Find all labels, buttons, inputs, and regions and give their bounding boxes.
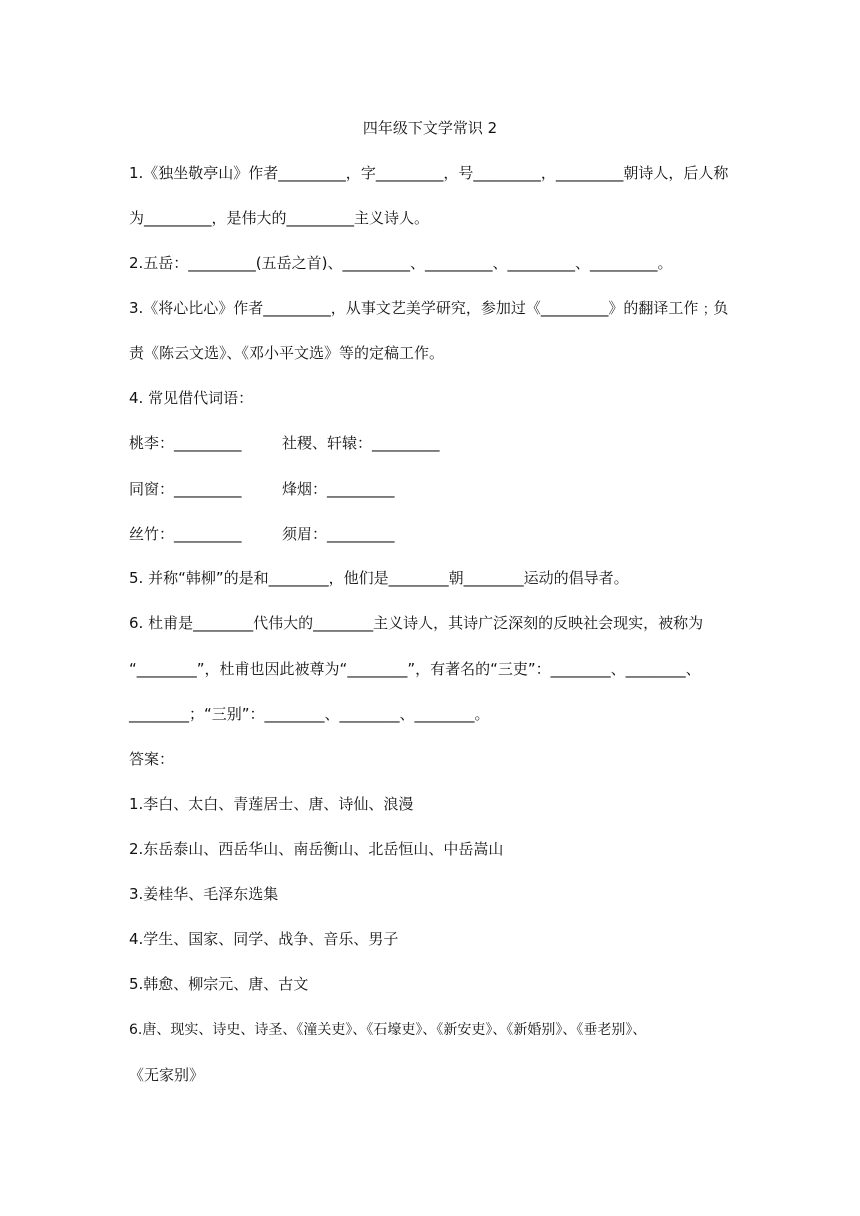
q4-pair-3-left: 丝竹：_________	[129, 525, 242, 543]
answers-heading: 答案：	[129, 750, 175, 768]
q4-pair-3-right: 须眉：_________	[282, 525, 395, 543]
q1-line-1: 1.《独坐敬亭山》作者_________，字_________，号_________，_________朝诗人，后人称	[129, 164, 729, 182]
q3-line-1: 3.《将心比心》作者_________，从事文艺美学研究，参加过《_________》的翻译工作﹔负	[129, 299, 729, 317]
q4-heading: 4. 常见借代词语：	[129, 389, 254, 407]
answer-2: 2.东岳泰山、西岳华山、南岳衡山、北岳恒山、中岳嵩山	[129, 840, 504, 858]
q6-line-3: ________；“三别”：________、________、________。	[129, 705, 490, 723]
q2-line: 2.五岳：_________(五岳之首)、_________、_________、_________、_________。	[129, 254, 673, 272]
q6-line-1: 6. 杜甫是________代伟大的________主义诗人，其诗广泛深刻的反映社会现实，被称为	[129, 614, 704, 632]
answer-4: 4.学生、国家、同学、战争、音乐、男子	[129, 930, 399, 948]
q4-pair-1-left: 桃李：_________	[129, 434, 242, 452]
q1-line-2: 为_________，是伟大的_________主义诗人。	[129, 209, 430, 227]
answer-5: 5.韩愈、柳宗元、唐、古文	[129, 975, 309, 993]
page-title: 四年级下文学常识 2	[362, 119, 498, 137]
answer-1: 1.李白、太白、青莲居士、唐、诗仙、浪漫	[129, 795, 414, 813]
q4-pair-1-right: 社稷、轩辕：_________	[282, 434, 440, 452]
q6-line-2: “________”，杜甫也因此被尊为“________”，有著名的“三吏”：________、________、	[129, 660, 701, 678]
q3-line-2: 责《陈云文选》、《邓小平文选》等的定稿工作。	[129, 344, 445, 362]
answer-3: 3.姜桂华、毛泽东选集	[129, 885, 279, 903]
answer-6-line-2: 《无家别》	[129, 1066, 205, 1084]
q4-pair-2-left: 同窗：_________	[129, 480, 242, 498]
answer-6-line-1: 6.唐、现实、诗史、诗圣、《潼关吏》、《石壕吏》、《新安吏》、《新婚别》、《垂老别》、	[129, 1022, 647, 1038]
q4-pair-2-right: 烽烟：_________	[282, 480, 395, 498]
q5-line: 5. 并称“韩柳”的是和________，他们是________朝________运动的倡导者。	[129, 569, 629, 587]
